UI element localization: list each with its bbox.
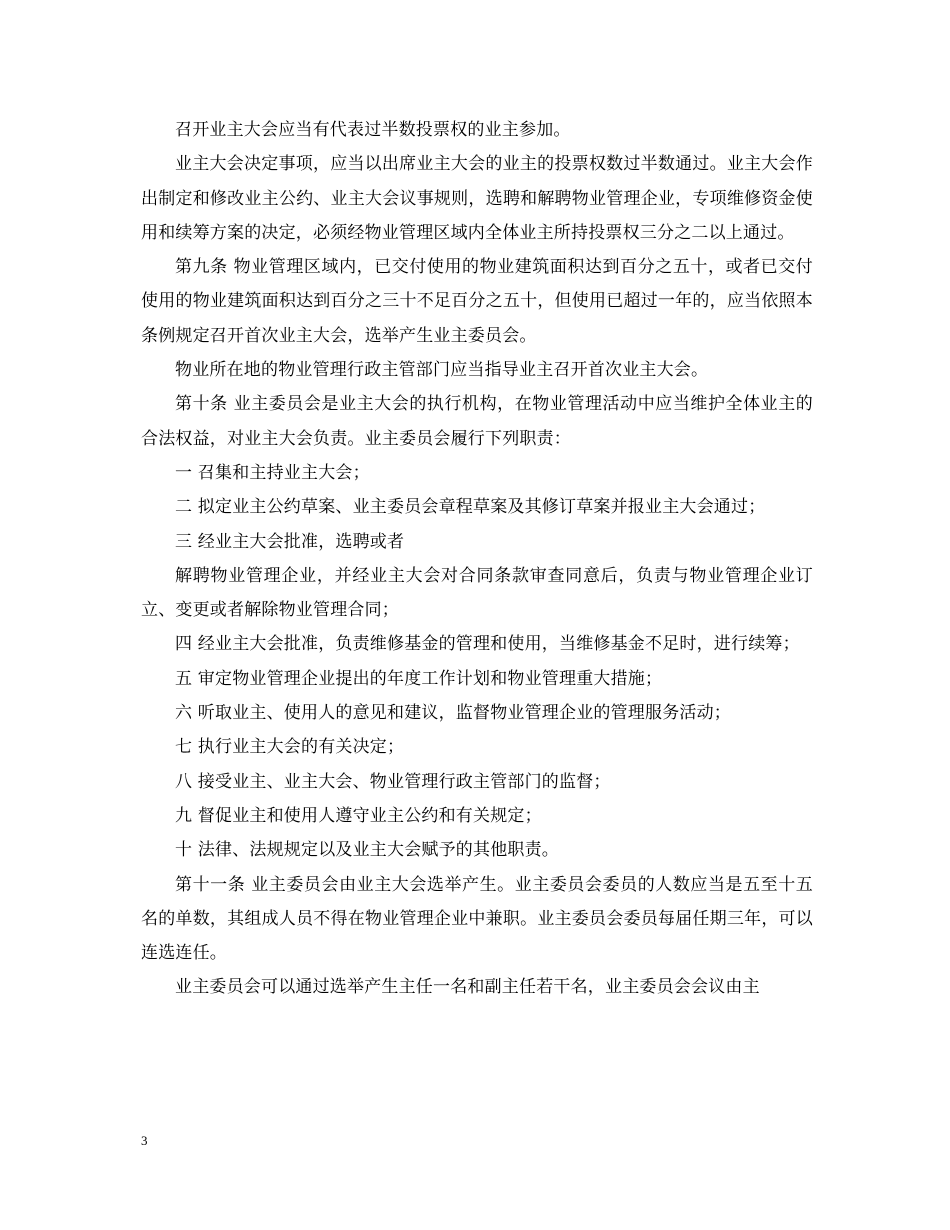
paragraph: 召开业主大会应当有代表过半数投票权的业主参加。 [175,120,571,140]
list-item: 七 执行业主大会的有关决定； [175,737,405,758]
paragraph: 第十一条 业主委员会由业主大会选举产生。业主委员会委员的人数应当是五至十五名的单数，其组成人员不得在物业管理企业中兼职。业主委员会委员每届任期三年，可以连选连任。 [141,874,813,964]
list-item: 六 听取业主、使用人的意见和建议，监督物业管理企业的管理服务活动； [175,703,732,724]
list-item: 四 经业主大会批准，负责维修基金的管理和使用，当维修基金不足时，进行续筹； [175,634,800,655]
list-item: 九 督促业主和使用人遵守业主公约和有关规定； [175,805,542,826]
list-item: 八 接受业主、业主大会、物业管理行政主管部门的监督； [175,771,611,792]
page-number: 3 [141,1133,148,1148]
paragraph: 业主委员会可以通过选举产生主任一名和副主任若干名，业主委员会会议由主 [175,977,760,998]
paragraph: 业主大会决定事项，应当以出席业主大会的业主的投票权数过半数通过。业主大会作出制定和修改业主公约、业主大会议事规则，选聘和解聘物业管理企业，专项维修资金使用和续筹方案的决定，必须经物业管理区域内全体业主所持投票权三分之二以上通过。 [141,154,813,243]
list-item: 一 召集和主持业主大会； [175,462,370,483]
list-item: 二 拟定业主公约草案、业主委员会章程草案及其修订草案并报业主大会通过； [175,497,766,518]
paragraph: 第九条 物业管理区域内，已交付使用的物业建筑面积达到百分之五十，或者已交付使用的物业建筑面积达到百分之三十不足百分之五十，但使用已超过一年的，应当依照本条例规定召开首次业主大会，选举产生业主委员会。 [141,257,813,346]
list-item: 三 经业主大会批准，选聘或者 [175,531,405,552]
paragraph: 第十条 业主委员会是业主大会的执行机构，在物业管理活动中应当维护全体业主的合法权益，对业主大会负责。业主委员会履行下列职责： [141,394,813,449]
list-item: 五 审定物业管理企业提出的年度工作计划和物业管理重大措施； [175,668,663,689]
paragraph: 解聘物业管理企业，并经业主大会对合同条款审查同意后，负责与物业管理企业订立、变更或者解除物业管理合同； [141,565,813,621]
list-item: 十 法律、法规规定以及业主大会赋予的其他职责。 [175,840,560,861]
document-body [141,113,813,1005]
paragraph: 物业所在地的物业管理行政主管部门应当指导业主召开首次业主大会。 [175,360,709,381]
